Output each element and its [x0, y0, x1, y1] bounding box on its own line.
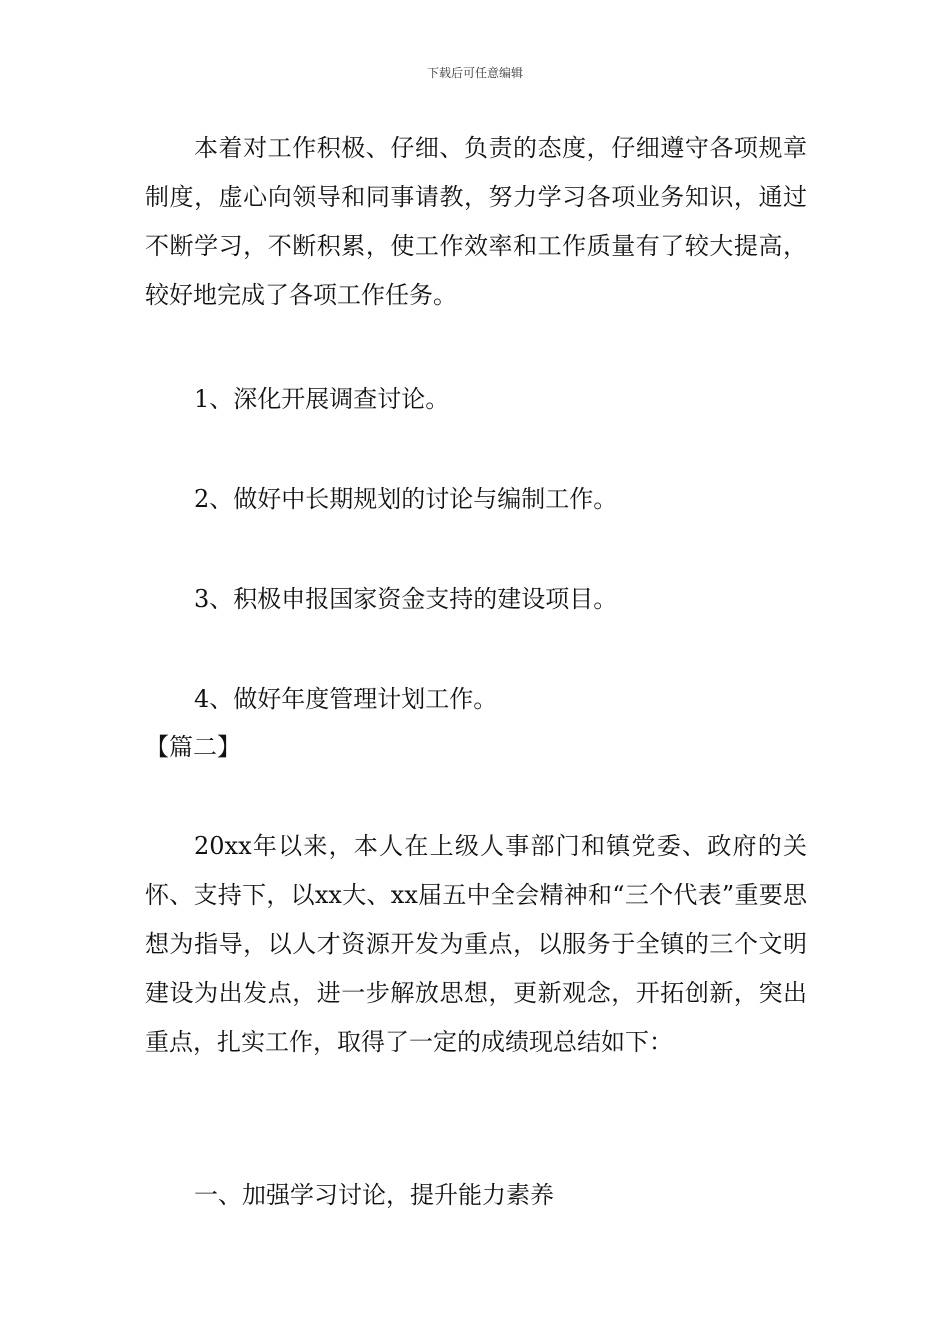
- page-header: 下载后可任意编辑: [426, 66, 523, 80]
- section2-title: 【篇二】: [145, 733, 241, 761]
- section1-paragraph: 本着对工作积极、仔细、负责的态度，仔细遵守各项规章制度，虚心向领导和同事请教，努力学习各项业务知识，通过不断学习，不断积累，使工作效率和工作质量有了较大提高，较好地完成了各项工作任务。: [145, 134, 807, 309]
- list-item: 2、做好中长期规划的讨论与编制工作。: [194, 485, 618, 513]
- section2-heading: 一、加强学习讨论，提升能力素养: [194, 1181, 554, 1209]
- list-item: 3、积极申报国家资金支持的建设项目。: [194, 585, 618, 613]
- section2-paragraph: 20xx年以来，本人在上级人事部门和镇党委、政府的关怀、支持下，以xx大、xx届五中全会精神和“三个代表”重要思想为指导，以人才资源开发为重点，以服务于全镇的三个文明建设为出发点，进一步解放思想，更新观念，开拓创新，突出重点，扎实工作，取得了一定的成绩现总结如下：: [145, 832, 807, 1056]
- list-item: 4、做好年度管理计划工作。: [194, 685, 498, 713]
- section2-paragraph-block: [145, 822, 807, 1067]
- section1-paragraph-block: [145, 124, 807, 320]
- list-item: 1、深化开展调查讨论。: [194, 385, 450, 413]
